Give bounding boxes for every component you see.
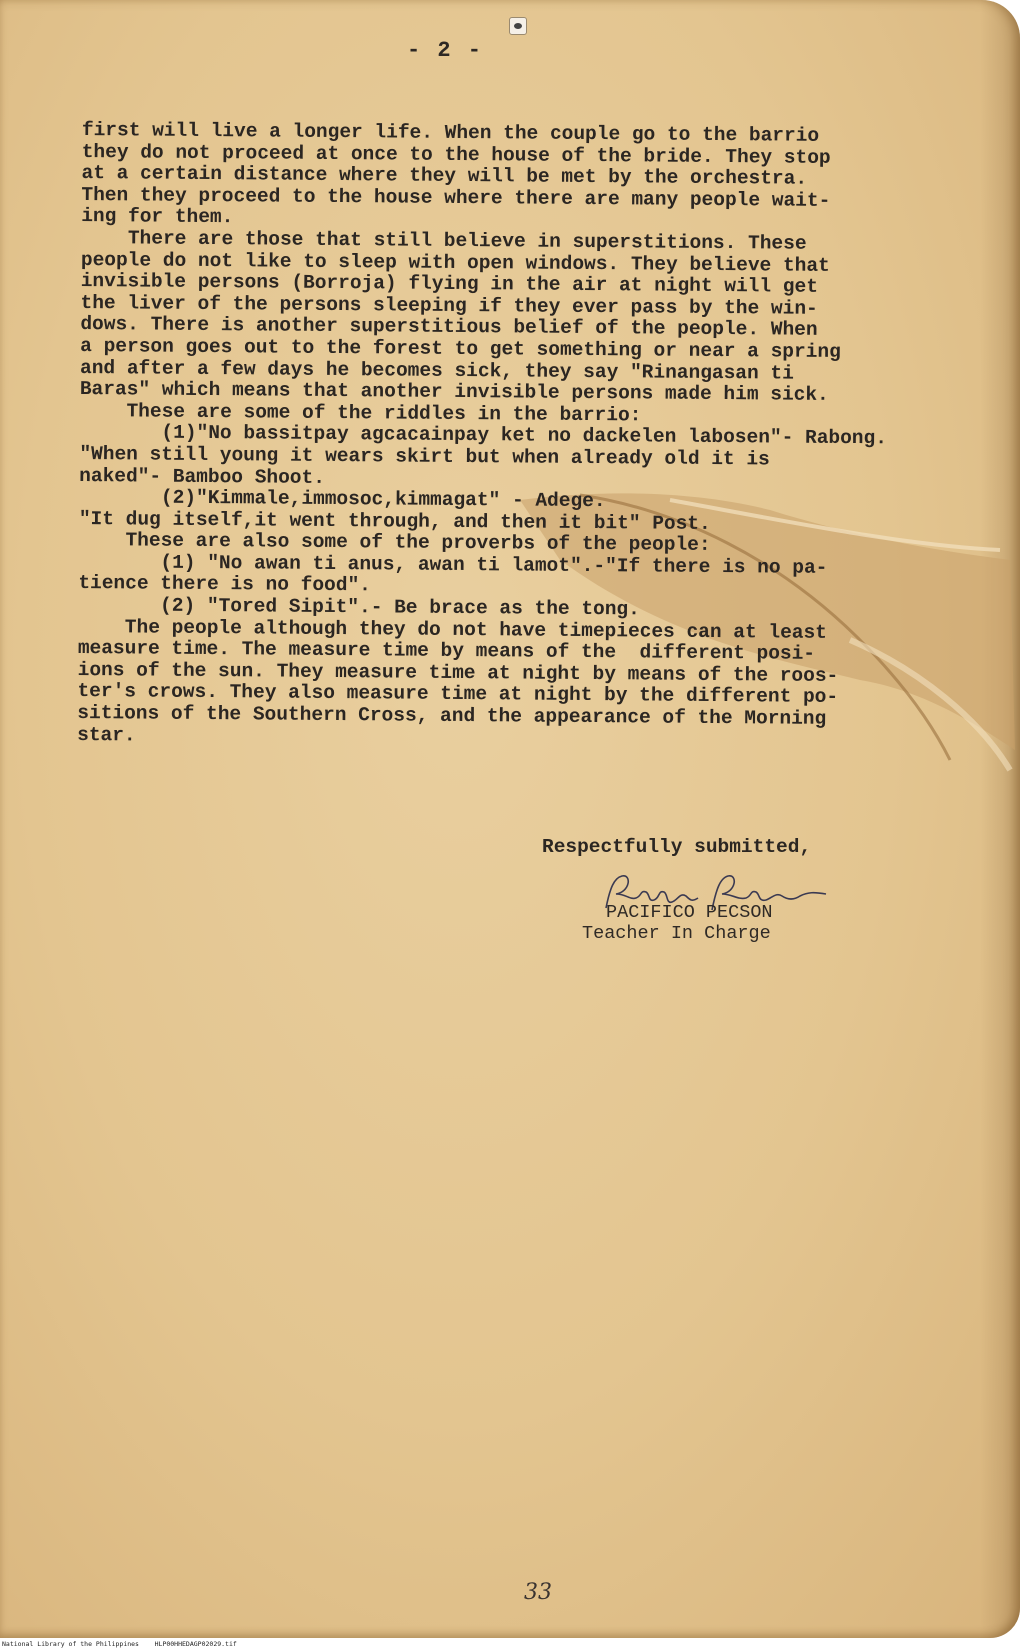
- body-line: people do not like to sleep with open windows. They believe that: [80, 248, 830, 277]
- body-line: first will live a longer life. When the couple go to the barrio: [81, 119, 820, 147]
- body-line: There are those that still believe in superstitions. These: [80, 226, 807, 255]
- body-line: "It dug itself,it went through, and then it bit" Post.: [78, 507, 711, 535]
- body-line: ing for them.: [81, 205, 234, 229]
- body-line: (1)"No bassitpay agcacainpay ket no dackelen labosen"- Rabong.: [79, 421, 888, 450]
- body-line: (2) "Tored Sipit".- Be brace as the tong.: [78, 594, 640, 621]
- archive-footer: National Library of the Philippines HLP00HHEDAGP02029.tif: [2, 1640, 237, 1648]
- body-line: and after a few days he becomes sick, they say "Rinangasan ti: [79, 356, 794, 385]
- body-line: (2)"Kimmale,immosoc,kimmagat" - Adege.: [78, 486, 606, 513]
- body-line: a person goes out to the forest to get something or near a spring: [80, 334, 841, 363]
- document-body: [77, 120, 962, 753]
- body-line: star.: [77, 723, 136, 747]
- body-line: ter's crows. They also measure time at night by the different po-: [77, 680, 839, 709]
- body-line: they do not proceed at once to the house of the bride. They stop: [81, 140, 831, 169]
- body-line: Then they proceed to the house where there are many people wait-: [81, 183, 831, 212]
- closing-line: Respectfully submitted,: [542, 836, 812, 858]
- body-line: tience there is no food".: [78, 572, 371, 597]
- signer-title: Teacher In Charge: [582, 923, 771, 944]
- body-line: (1) "No awan ti anus, awan ti lamot".-"If there is no pa-: [78, 550, 828, 579]
- library-stamp-icon: [509, 17, 527, 35]
- body-line: ions of the sun. They measure time at night by means of the roos-: [77, 658, 839, 687]
- body-line: dows. There is another superstitious belief of the people. When: [80, 313, 818, 342]
- body-line: The people although they do not have timepieces can at least: [77, 615, 828, 644]
- body-line: invisible persons (Borroja) flying in the air at night will get: [80, 270, 819, 298]
- signer-name: PACIFICO PECSON: [606, 902, 773, 923]
- body-line: These are also some of the proverbs of the people:: [78, 529, 711, 557]
- body-line: measure time. The measure time by means of the different posi-: [77, 637, 816, 666]
- body-line: "When still young it wears skirt but when already old it is: [79, 442, 770, 471]
- body-line: These are some of the riddles in the barrio:: [79, 399, 642, 427]
- body-line: the liver of the persons sleeping if they ever pass by the win-: [80, 291, 818, 320]
- body-line: Baras" which means that another invisible persons made him sick.: [79, 378, 829, 406]
- folio-number: 33: [524, 1580, 552, 1605]
- page-header-number: - 2 -: [406, 38, 483, 63]
- body-line: at a certain distance where they will be met by the orchestra.: [81, 162, 808, 190]
- body-line: sitions of the Southern Cross, and the appearance of the Morning: [77, 702, 827, 730]
- body-line: naked"- Bamboo Shoot.: [79, 464, 326, 489]
